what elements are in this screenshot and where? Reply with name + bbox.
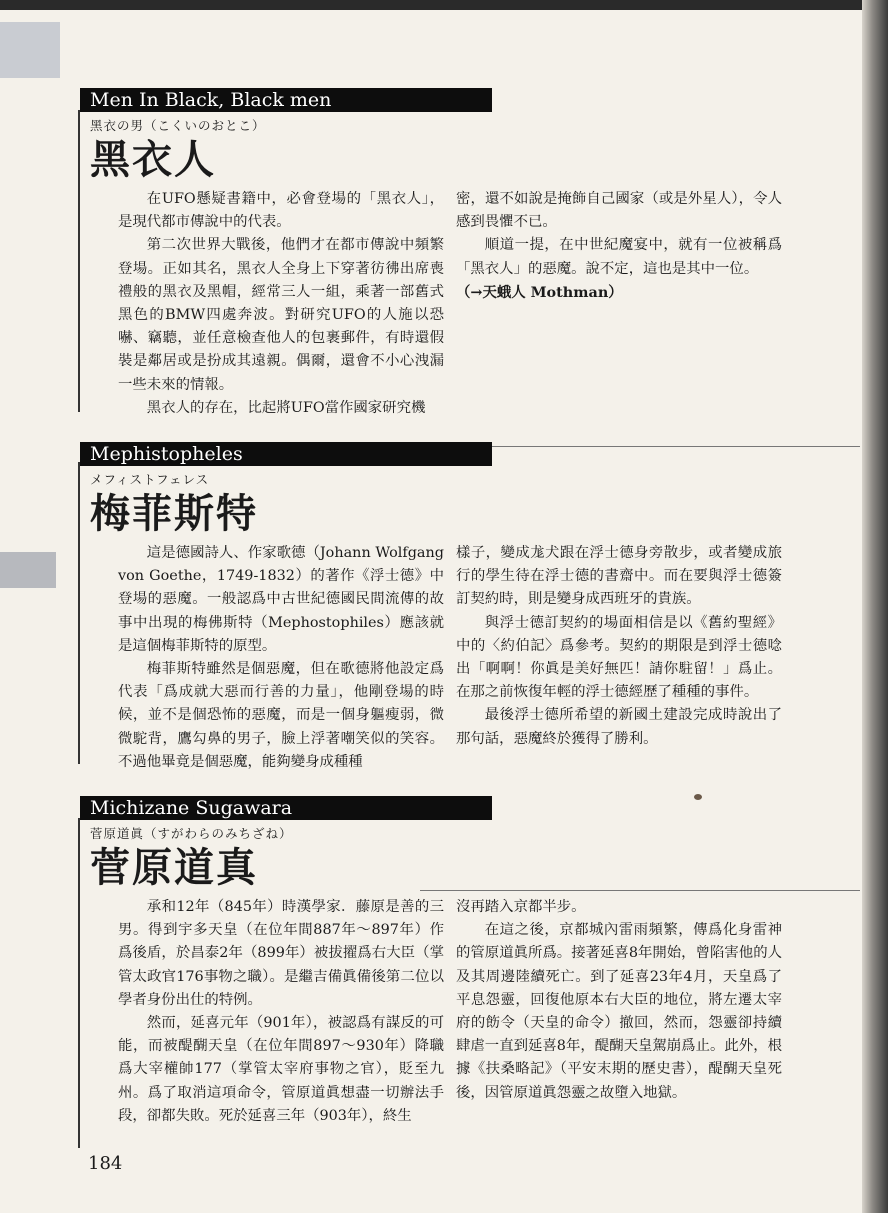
paragraph: 在UFO懸疑書籍中，必會登場的「黑衣人」，是現代都市傳說中的代表。 [118,191,444,231]
decorative-block [0,22,60,78]
paragraph: 沒再踏入京都半步。 [456,899,586,915]
decorative-block [0,552,56,588]
text-column-left [118,542,444,774]
entry-title: 菅原道真 [90,845,258,891]
paragraph: 第二次世界大戰後，他們才在都市傳說中頻繁登場。正如其名，黑衣人全身上下穿著彷彿出席喪禮般的黑衣及黑帽，經常三人一組，乘著一部舊式黑色的BMW四處奔波。對研究UFO的人施以恐嚇、竊聽，並任意檢查他人的包裹郵件，有時還假裝是鄰居或是扮成其遠親。偶爾，還會不小心洩漏一些未來的情報。 [118,237,444,393]
page-edge [862,0,888,1213]
entry-kana: 菅原道眞（すがわらのみちざね） [90,826,293,841]
paragraph: 這是德國詩人、作家歌德（Johann Wolfgang von Goethe，1749-1832）的著作《浮士德》中登場的惡魔。一般認爲中古世紀德國民間流傳的故事中出現的梅佛斯特（Mephostophiles）應該就是這個梅菲斯特的原型。 [118,545,444,654]
paragraph: 順道一提，在中世紀魔宴中，就有一位被稱爲「黑衣人」的惡魔。說不定，這也是其中一位。 [456,237,782,277]
paragraph: 密，還不如說是掩飾自己國家（或是外星人），令人感到畏懼不已。 [456,191,782,231]
entry-banner: Men In Black, Black men [80,88,492,112]
entry-kana: 黑衣の男（こくいのおとこ） [90,118,266,133]
entry-mephistopheles [80,442,800,770]
text-column-left [118,188,444,420]
text-column-left [118,896,444,1128]
entry-banner: Mephistopheles [80,442,492,466]
page-number: 184 [88,1153,123,1174]
entry-banner: Michizane Sugawara [80,796,492,820]
entry-title: 梅菲斯特 [90,491,258,537]
paragraph: 承和12年（845年）時漢學家．藤原是善的三男。得到宇多天皇（在位年間887年～897年）作爲後盾，於昌泰2年（899年）被拔擢爲右大臣（掌管太政官176事物之職）。是繼吉備眞備後第二位以學者身份出仕的特例。 [118,899,444,1008]
paragraph: 最後浮士德所希望的新國土建設完成時說出了那句話，惡魔終於獲得了勝利。 [456,707,782,747]
entry-kana: メフィストフェレス [90,472,210,487]
cross-reference: （→天蛾人 Mothman） [456,283,623,301]
paragraph: 黑衣人的存在，比起將UFO當作國家研究機 [146,399,426,416]
paragraph: 梅菲斯特雖然是個惡魔，但在歌德將他設定爲代表「爲成就大惡而行善的力量」，他剛登場的時候，並不是個恐怖的惡魔，而是一個身軀瘦弱，微微駝背，鷹勾鼻的男子，臉上浮著嘲笑似的笑容。不過他畢竟是個惡魔，能夠變身成種種 [118,661,444,770]
entry-men-in-black [80,88,800,416]
paragraph: 在這之後，京都城內雷雨頻繁，傳爲化身雷神的管原道眞所爲。接著延喜8年開始，曾陷害他的人及其周邊陸續死亡。到了延喜23年4月，天皇爲了平息怨靈，回復他原本右大臣的地位，將左遷太宰府的飭令（天皇的命令）撤回，然而，怨靈卻持續肆虐一直到延喜8年，醍醐天皇駕崩爲止。此外，根據《扶桑略記》（平安末期的歷史書），醍醐天皇死後，因管原道眞怨靈之故墮入地獄。 [456,922,782,1101]
entry-michizane-sugawara [80,796,800,1124]
entry-title: 黑衣人 [90,137,216,183]
paragraph: 與浮士德訂契約的場面相信是以《舊約聖經》中的〈約伯記〉爲參考。契約的期限是到浮士德唸出「啊啊！你眞是美好無匹！請你駐留！」爲止。在那之前恢復年輕的浮士德經歷了種種的事件。 [456,614,782,701]
text-column-right [456,896,782,1105]
paragraph: 然而，延喜元年（901年），被認爲有謀反的可能，而被醍醐天皇（在位年間897～930年）降職爲大宰權帥177（掌管太宰府事物之官），貶至九州。爲了取消這項命令，管原道眞想盡一切辦法手段，卻都失敗。死於延喜三年（903年），終生 [118,1015,444,1124]
text-column-right [456,188,782,304]
text-column-right [456,542,782,751]
paragraph: 樣子，變成尨犬跟在浮士德身旁散步，或者變成旅行的學生待在浮士德的書齋中。而在要與浮士德簽訂契約時，則是變身成西班牙的貴族。 [456,545,782,608]
